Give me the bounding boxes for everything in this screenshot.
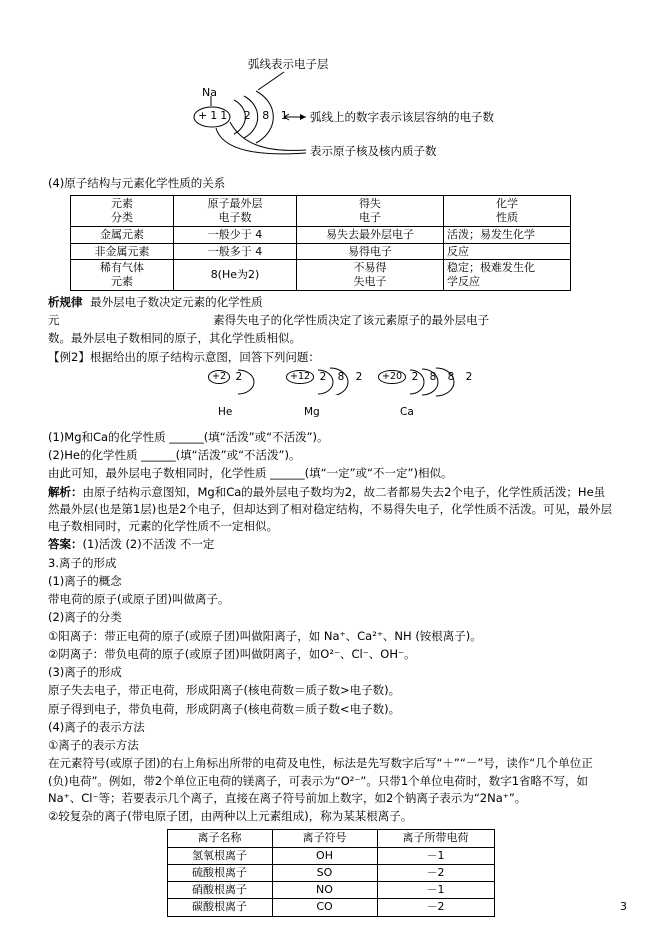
section-4-title: (4)原子结构与元素化学性质的关系 bbox=[48, 176, 226, 190]
example2-atom-row bbox=[48, 370, 613, 428]
cell-ion-charge-2: －1 bbox=[377, 882, 494, 899]
cell-ion-name-1: 硫酸根离子 bbox=[167, 864, 272, 881]
cell-noble-electrons: 8(He为2) bbox=[174, 260, 297, 291]
atom-label-ca: Ca bbox=[400, 405, 414, 418]
atom-diagram-ca bbox=[378, 370, 476, 384]
ca-core-charge: +20 bbox=[378, 370, 406, 384]
cell-ion-name-0: 氢氧根离子 bbox=[167, 847, 272, 864]
th-ion-charge: 离子所带电荷 bbox=[377, 830, 494, 847]
he-shells: 2 bbox=[235, 370, 247, 383]
cell-ion-symbol-2: NO bbox=[272, 882, 377, 899]
ca-shells: 2 8 8 2 bbox=[411, 370, 477, 383]
section-3-p5: ②较复杂的离子(带电原子团，由两种以上元素组成)，称为某某根离子。 bbox=[48, 809, 413, 823]
section-3-p2b: ②阴离子：带负电荷的原子(或原子团)叫做阴离子，如O²⁻、Cl⁻、OH⁻。 bbox=[48, 646, 416, 661]
table-row bbox=[71, 260, 571, 291]
example2-answer bbox=[48, 536, 613, 553]
section-3-p1-title: (1)离子的概念 bbox=[48, 573, 122, 588]
example2-title: 【例2】根据给出的原子结构示意图，回答下列问题： bbox=[48, 349, 320, 364]
rule-text-2: 元 bbox=[48, 313, 60, 327]
atom-label-mg: Mg bbox=[304, 405, 320, 418]
answer-text: (1)活泼 (2)不活泼 不一定 bbox=[82, 537, 215, 552]
ion-table bbox=[167, 829, 495, 916]
atom-label-he: He bbox=[218, 405, 233, 418]
th-chem-property: 化学 性质 bbox=[444, 196, 571, 227]
section-3-p2a: ①阳离子：带正电荷的原子(或原子团)叫做阳离子，如 Na⁺、Ca²⁺、NH (铵根离子)。 bbox=[48, 628, 482, 643]
cell-metal-gainlose: 易失去最外层电子 bbox=[297, 226, 444, 243]
shell-numbers-text: 2 8 1 bbox=[243, 109, 292, 122]
th-outer-electrons: 原子最外层 电子数 bbox=[174, 196, 297, 227]
section-3-p4-title: (4)离子的表示方法 bbox=[48, 719, 145, 734]
cell-ion-name-2: 硝酸根离子 bbox=[167, 882, 272, 899]
label-shell-numbers: 弧线上的数字表示该层容纳的电子数 bbox=[310, 110, 494, 124]
sodium-symbol: Na bbox=[202, 86, 217, 99]
table-row bbox=[167, 882, 494, 899]
section-3-p1: 带电荷的原子(或原子团)叫做离子。 bbox=[48, 592, 230, 606]
answer-label: 答案： bbox=[48, 537, 83, 552]
table-row bbox=[167, 899, 494, 916]
ion-table-header-row bbox=[167, 830, 494, 847]
cell-ion-name-3: 碳酸根离子 bbox=[167, 899, 272, 916]
ca-arcs-svg bbox=[405, 367, 491, 397]
rule-line-1 bbox=[48, 294, 613, 311]
cell-noble-name: 稀有气体 元素 bbox=[71, 260, 174, 291]
cell-ion-charge-0: －1 bbox=[377, 847, 494, 864]
th-ion-name: 离子名称 bbox=[167, 830, 272, 847]
analysis-text: 由原子结构示意图知，Mg和Ca的最外层电子数均为2，故二者都易失去2个电子，化学性质活泼；He虽然最外层(也是第1层)也是2个电子，但却达到了相对稳定结构，不易得失电子，化学性质不活泼。可见，最外层电子数相同时，元素的化学性质不一定相似。 bbox=[48, 484, 613, 533]
cell-nonmetal-property: 反应 bbox=[444, 243, 571, 260]
shell-electron-numbers bbox=[198, 109, 292, 122]
rule-text-3: 素得失电子的化学性质决定了该元素原子的最外层电子 bbox=[213, 313, 490, 327]
nucleus-charge: +11 bbox=[198, 109, 231, 122]
cell-metal-property: 活泼；易发生化学 bbox=[444, 226, 571, 243]
rule-label: 析规律 bbox=[48, 294, 83, 309]
section-3-title: 3.离子的形成 bbox=[48, 555, 117, 570]
he-arcs-svg bbox=[230, 368, 276, 396]
rule-text-1: 最外层电子数决定元素的化学性质 bbox=[90, 294, 263, 309]
atom-diagram-he bbox=[208, 370, 246, 384]
mg-shells: 2 8 2 bbox=[319, 370, 367, 383]
rule-line-4: 数。最外层电子数相同的原子，其化学性质相似。 bbox=[48, 331, 301, 346]
cell-ion-charge-3: －2 bbox=[377, 899, 494, 916]
cell-ion-symbol-3: CO bbox=[272, 899, 377, 916]
element-property-table bbox=[70, 195, 571, 291]
th-category: 元素 分类 bbox=[71, 196, 174, 227]
mg-core-charge: +12 bbox=[286, 370, 314, 384]
table-row bbox=[71, 243, 571, 260]
cell-ion-charge-1: －2 bbox=[377, 864, 494, 881]
table-row bbox=[167, 847, 494, 864]
mg-arcs-svg bbox=[312, 367, 372, 395]
cell-noble-gainlose: 不易得 失电子 bbox=[297, 260, 444, 291]
cell-metal-electrons: 一般少于 4 bbox=[174, 226, 297, 243]
atom-diagram-mg bbox=[286, 370, 366, 384]
cell-nonmetal-gainlose: 易得电子 bbox=[297, 243, 444, 260]
page-number: 3 bbox=[620, 900, 627, 913]
example2-q1: (1)Mg和Ca的化学性质 ______(填“活泼”或“不活泼”)。 bbox=[48, 429, 329, 444]
cell-nonmetal-name: 非金属元素 bbox=[71, 243, 174, 260]
section-3-p4sub: ①离子的表示方法 bbox=[48, 738, 139, 752]
label-shell-arc: 弧线表示电子层 bbox=[248, 57, 329, 71]
he-core-charge: +2 bbox=[208, 370, 230, 384]
rule-line-2 bbox=[48, 312, 613, 329]
th-ion-symbol: 离子符号 bbox=[272, 830, 377, 847]
example2-q2: (2)He的化学性质 ______(填“活泼”或“不活泼”)。 bbox=[48, 448, 301, 462]
th-gain-lose: 得失 电子 bbox=[297, 196, 444, 227]
example2-analysis bbox=[48, 484, 613, 536]
table-row bbox=[71, 226, 571, 243]
section-3-p3a: 原子失去电子，带正电荷，形成阳离子(核电荷数＝质子数>电子数)。 bbox=[48, 683, 401, 698]
section-3-p4a: 在元素符号(或原子团)的右上角标出所带的电荷及电性，标法是先写数字后写“＋”“－”号，读作“几个单位正(负)电荷”。例如，带2个单位正电荷的镁离子，可表示为“O²⁻”。只带1个单位电荷时，数字1省略不写，如 Na⁺、Cl⁻等；若要表示几个离子，直接在离子符号前加上数字，如2个钠离子表示为“2Na⁺”。 bbox=[48, 756, 593, 805]
example2-q3: 由此可知，最外层电子数相同时，化学性质 ______(填“一定”或“不一定”)相似。 bbox=[48, 466, 453, 481]
analysis-label: 解析： bbox=[48, 484, 83, 499]
table-header-row bbox=[71, 196, 571, 227]
sodium-atom-diagram bbox=[48, 56, 613, 174]
cell-ion-symbol-0: OH bbox=[272, 847, 377, 864]
table-row bbox=[167, 864, 494, 881]
section-3-p2-title: (2)离子的分类 bbox=[48, 610, 122, 625]
cell-noble-property: 稳定；极难发生化 学反应 bbox=[444, 260, 571, 291]
section-3-p3-title: (3)离子的形成 bbox=[48, 665, 122, 679]
label-nucleus: 表示原子核及核内质子数 bbox=[310, 144, 437, 158]
cell-nonmetal-electrons: 一般多于 4 bbox=[174, 243, 297, 260]
cell-ion-symbol-1: SO bbox=[272, 864, 377, 881]
section-3-p3b: 原子得到电子，带负电荷，形成阴离子(核电荷数＝质子数<电子数)。 bbox=[48, 701, 401, 716]
cell-metal-name: 金属元素 bbox=[71, 226, 174, 243]
